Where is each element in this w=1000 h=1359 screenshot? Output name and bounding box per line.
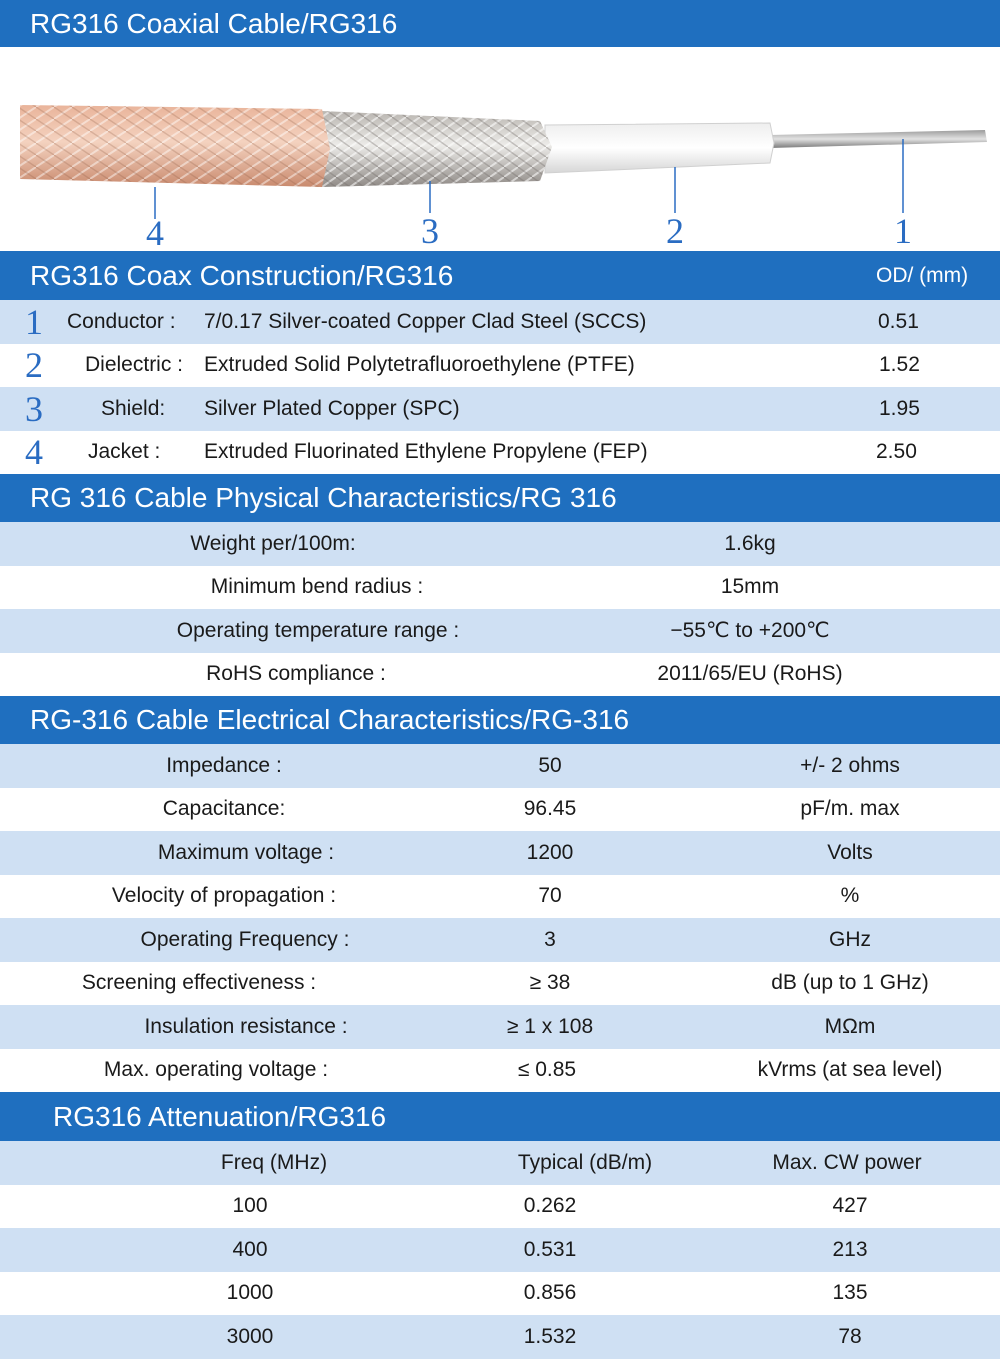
component-od: 2.50 [876, 440, 917, 464]
typical-cell: 1.532 [523, 1324, 577, 1348]
construction-row [0, 300, 1000, 344]
electrical-value: 3 [544, 927, 556, 951]
page-title: RG316 Coaxial Cable/RG316 [30, 7, 398, 39]
electrical-row [0, 1005, 1000, 1049]
electrical-label: Insulation resistance : [144, 1014, 348, 1038]
physical-value: 1.6kg [724, 531, 776, 555]
electrical-label: Operating Frequency : [140, 927, 350, 951]
electrical-row [0, 962, 1000, 1006]
electrical-row [0, 875, 1000, 919]
electrical-row [0, 744, 1000, 788]
component-name: Conductor : [67, 309, 176, 333]
electrical-unit: MΩm [824, 1014, 876, 1038]
typical-header: Typical (dB/m) [517, 1150, 653, 1174]
attenuation-row [0, 1315, 1000, 1359]
physical-row [0, 566, 1000, 610]
electrical-value: ≥ 38 [529, 971, 571, 995]
component-name: Dielectric : [85, 353, 184, 377]
electrical-unit: kVrms (at sea level) [757, 1058, 943, 1082]
row-number: 1 [25, 301, 43, 342]
electrical-label: Impedance : [166, 753, 282, 777]
typical-cell: 0.856 [523, 1281, 577, 1305]
electrical-row [0, 831, 1000, 875]
attenuation-header-row [0, 1141, 1000, 1185]
attenuation-title: RG316 Attenuation/RG316 [53, 1100, 387, 1132]
electrical-value: ≤ 0.85 [517, 1058, 577, 1082]
typical-cell: 0.262 [523, 1194, 577, 1218]
cable-diagram [0, 47, 1000, 251]
construction-row [0, 387, 1000, 431]
physical-label: Weight per/100m: [190, 531, 356, 555]
component-od: 0.51 [878, 309, 919, 333]
electrical-row [0, 1049, 1000, 1093]
dielectric [545, 123, 774, 173]
typical-cell: 0.531 [523, 1237, 577, 1261]
construction-header [0, 251, 1000, 300]
electrical-label: Max. operating voltage : [103, 1058, 329, 1082]
row-number: 4 [25, 432, 43, 473]
row-number: 2 [25, 345, 43, 386]
construction-row [0, 344, 1000, 388]
electrical-label: Screening effectiveness : [81, 971, 317, 995]
od-header: OD/ (mm) [876, 263, 969, 287]
electrical-label: Capacitance: [162, 797, 286, 821]
electrical-value: 1200 [526, 840, 574, 864]
component-desc: Silver Plated Copper (SPC) [204, 396, 460, 420]
label-shield: 3 [421, 211, 439, 251]
physical-row [0, 653, 1000, 697]
physical-value: 2011/65/EU (RoHS) [657, 662, 843, 686]
physical-header [0, 474, 1000, 522]
construction-title: RG316 Coax Construction/RG316 [30, 259, 454, 291]
electrical-row [0, 788, 1000, 832]
power-cell: 427 [832, 1194, 868, 1218]
electrical-value: 50 [538, 753, 562, 777]
component-desc: Extruded Fluorinated Ethylene Propylene (FEP) [204, 440, 648, 464]
power-cell: 135 [832, 1281, 868, 1305]
physical-label: Minimum bend radius : [210, 575, 424, 599]
physical-title: RG 316 Cable Physical Characteristics/RG 316 [30, 482, 617, 513]
electrical-value: 70 [538, 884, 562, 908]
component-od: 1.95 [879, 396, 920, 420]
component-od: 1.52 [879, 353, 920, 377]
row-number: 3 [25, 388, 43, 429]
electrical-value: 96.45 [523, 797, 577, 821]
power-header: Max. CW power [772, 1150, 922, 1174]
conductor [770, 130, 987, 148]
physical-row [0, 522, 1000, 566]
attenuation-row [0, 1272, 1000, 1316]
freq-cell: 1000 [226, 1281, 274, 1305]
attenuation-row [0, 1185, 1000, 1229]
electrical-unit: +/- 2 ohms [800, 753, 900, 777]
electrical-label: Maximum voltage : [157, 840, 335, 864]
label-conductor: 1 [894, 211, 912, 251]
electrical-unit: GHz [829, 927, 871, 951]
electrical-row [0, 918, 1000, 962]
physical-label: Operating temperature range : [176, 618, 460, 642]
label-jacket: 4 [146, 213, 164, 251]
electrical-unit: pF/m. max [800, 797, 900, 821]
power-cell: 213 [832, 1237, 868, 1261]
component-name: Jacket : [88, 440, 161, 464]
freq-cell: 100 [232, 1194, 268, 1218]
electrical-header [0, 696, 1000, 744]
freq-header: Freq (MHz) [220, 1150, 328, 1174]
electrical-title: RG-316 Cable Electrical Characteristics/RG-316 [30, 704, 630, 735]
physical-row [0, 609, 1000, 653]
attenuation-row [0, 1228, 1000, 1272]
power-cell: 78 [838, 1324, 862, 1348]
component-desc: Extruded Solid Polytetrafluoroethylene (PTFE) [204, 353, 635, 377]
component-name: Shield: [101, 396, 166, 420]
construction-row [0, 431, 1000, 475]
cable-illustration [0, 47, 1000, 251]
component-desc: 7/0.17 Silver-coated Copper Clad Steel (SCCS) [204, 309, 647, 333]
freq-cell: 3000 [226, 1324, 274, 1348]
physical-value: −55℃ to +200℃ [670, 619, 830, 643]
header-bar [0, 0, 1000, 47]
label-dielectric: 2 [666, 211, 684, 251]
electrical-unit: Volts [827, 840, 873, 864]
electrical-unit: % [840, 884, 860, 908]
attenuation-header [0, 1092, 1000, 1141]
electrical-label: Velocity of propagation : [111, 884, 337, 908]
physical-value: 15mm [720, 575, 780, 599]
electrical-unit: dB (up to 1 GHz) [771, 971, 929, 995]
physical-label: RoHS compliance : [206, 662, 386, 686]
freq-cell: 400 [232, 1237, 268, 1261]
electrical-value: ≥ 1 x 108 [506, 1014, 594, 1038]
